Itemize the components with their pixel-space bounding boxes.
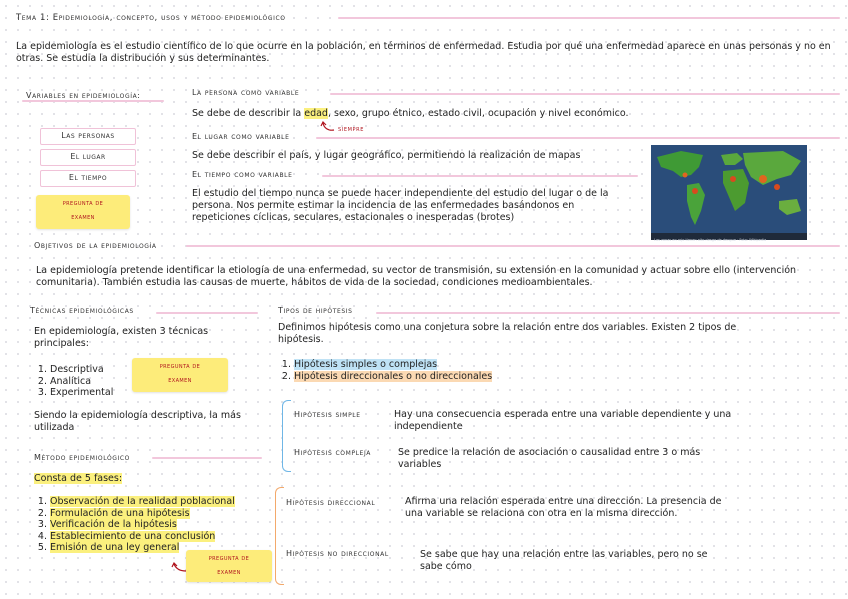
- exam-sticky-note: [36, 195, 130, 229]
- list-item: 1. Observación de la realidad poblacional: [50, 496, 264, 508]
- map-caption: Las zonas en rojo tienen alto riesgo de dengue · Foto: Wikipedia: [654, 238, 767, 242]
- variables-heading: Variables en epidemiología:: [26, 91, 141, 100]
- metodo-heading: Método epidemiológico: [34, 453, 131, 462]
- lugar-text: Se debe describir el país, y lugar geográfico, permitiendo la realización de mapas: [192, 150, 581, 161]
- sticky-line-1: pregunta de: [208, 554, 250, 562]
- edad-highlight: edad: [304, 108, 328, 119]
- simple-complex-bracket: [282, 400, 291, 472]
- persona-text-start: Se debe de describir la: [192, 108, 305, 119]
- sticky-line-2: examen: [71, 213, 95, 221]
- list-item: 1. Descriptiva: [50, 364, 144, 376]
- sticky-line-2: examen: [217, 568, 241, 576]
- variable-personas: Las personas: [40, 128, 136, 145]
- hipotesis-simple-label: Hipótesis simple: [294, 410, 361, 419]
- hipotesis-list: [278, 359, 538, 382]
- metodo-divider: [152, 457, 262, 459]
- list-item: 4. Establecimiento de una conclusión: [50, 531, 264, 543]
- tiempo-text: El estudio del tiempo nunca se puede hacer independiente del estudio del lugar o de la persona. Nos permite estimar la incidencia de las enfermedades basándonos en repeticiones cíclicas, seculares, estacionales o inesperadas (brotes): [192, 188, 609, 223]
- tecnicas-intro: En epidemiología, existen 3 técnicas principales:: [34, 326, 209, 349]
- intro-text: La epidemiología es el estudio científico de lo que ocurre en la población, en términos de enfermedad. Estudia por qué una enfermedad aparece en unas personas y no en otras. Se estudia la distribución y sus determinantes.: [16, 41, 831, 64]
- hipotesis-simple-text: Hay una consecuencia esperada entre una variable dependiente y una independiente: [394, 409, 732, 432]
- objetivos-text: La epidemiología pretende identificar la etiología de una enfermedad, su vector de transmisión, su extensión en la comunidad y actuar sobre ello (intervención comunitaria). También estudia las causas de muerte, hábitos de vida de la sociedad, condiciones medioambientales.: [36, 265, 797, 288]
- list-item: 5. Emisión de una ley general: [50, 542, 264, 554]
- lugar-divider: [316, 137, 840, 139]
- hipotesis-no-direccional-text: Se sabe que hay una relación entre las variables, pero no se sabe cómo: [420, 549, 708, 572]
- variables-underline: [22, 100, 164, 102]
- exam-sticky-note: [186, 550, 272, 582]
- hipotesis-divider: [376, 312, 840, 314]
- hipotesis-no-direccional-label: Hipótesis no direccional: [286, 549, 389, 558]
- hipotesis-intro: Definimos hipótesis como una conjetura sobre la relación entre dos variables. Existen 2 tipos de hipótesis.: [278, 322, 737, 345]
- directional-bracket: [275, 487, 284, 585]
- hipotesis-heading: Tipos de hipótesis: [278, 306, 353, 315]
- list-item: 3. Experimental: [50, 387, 144, 399]
- hipotesis-compleja-text: Se predice la relación de asociación o causalidad entre 3 o más variables: [398, 447, 701, 470]
- tecnicas-heading: Técnicas epidemiológicas: [30, 306, 134, 315]
- sticky-line-2: examen: [168, 376, 192, 384]
- objetivos-heading: Objetivos de la epidemiología: [34, 241, 157, 250]
- variable-tiempo: El tiempo: [40, 170, 136, 187]
- persona-divider: [330, 93, 840, 95]
- hipotesis-direccional-text: Afirma una relación esperada entre una dirección. La presencia de una variable se relaciona con otra en la misma dirección.: [405, 496, 722, 519]
- sticky-line-1: pregunta de: [159, 362, 201, 370]
- tiempo-divider: [322, 175, 638, 177]
- list-item: 3. Verificación de la hipótesis: [50, 519, 264, 531]
- list-item: 2. Hipótesis direccionales o no direccionales: [294, 371, 538, 383]
- hipotesis-compleja-label: Hipótesis compleja: [294, 448, 371, 457]
- tecnicas-note: Siendo la epidemiología descriptiva, la más utilizada: [34, 410, 241, 433]
- variable-lugar: El lugar: [40, 149, 136, 166]
- metodo-intro-text: Consta de 5 fases:: [34, 473, 123, 484]
- tecnicas-divider: [156, 312, 258, 314]
- persona-text: [192, 108, 629, 120]
- sticky-line-1: pregunta de: [62, 199, 104, 207]
- list-item: 2. Formulación de una hipótesis: [50, 508, 264, 520]
- persona-text-end: , sexo, grupo étnico, estado civil, ocupación y nivel económico.: [327, 108, 629, 119]
- page-title: Tema 1: Epidemiología, concepto, usos y método epidemiológico: [16, 13, 286, 23]
- metodo-intro: [34, 473, 122, 485]
- list-item: 2. Analítica: [50, 376, 144, 388]
- world-map-icon: [651, 145, 807, 233]
- list-item: 1. Hipótesis simples o complejas: [294, 359, 538, 371]
- title-divider: [338, 17, 840, 19]
- dengue-map: [651, 145, 807, 240]
- tecnicas-list: [34, 364, 144, 399]
- tiempo-heading: El tiempo como variable: [192, 170, 293, 179]
- objetivos-divider: [186, 245, 840, 247]
- lugar-heading: El lugar como variable: [192, 132, 290, 141]
- arrow-icon: [318, 120, 338, 134]
- exam-sticky-note: [132, 358, 228, 392]
- hipotesis-direccional-label: Hipótesis direccional: [286, 498, 376, 507]
- siempre-annotation: siempre: [338, 124, 364, 133]
- metodo-list: [34, 496, 264, 554]
- persona-heading: La persona como variable: [192, 88, 300, 97]
